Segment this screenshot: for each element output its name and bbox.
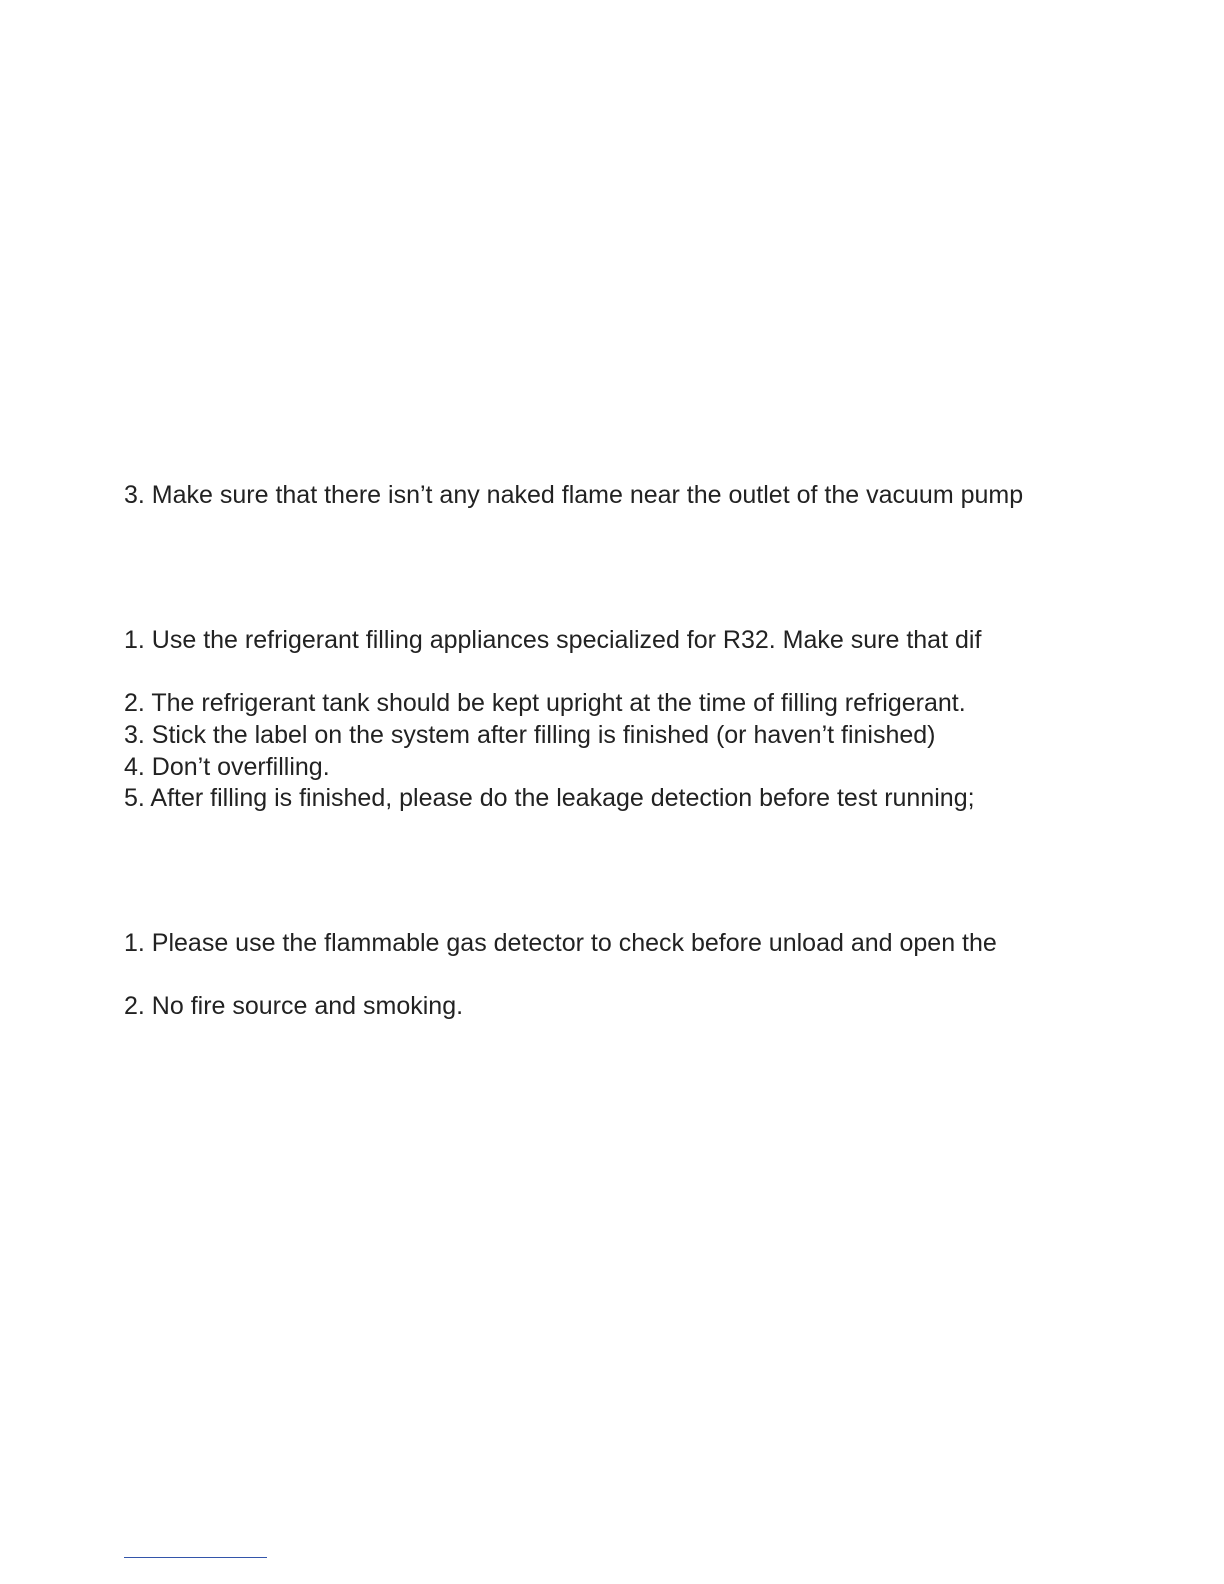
filling-item-3: 3. Stick the label on the system after filling is finished (or haven’t finished) bbox=[124, 721, 936, 749]
footnote-separator bbox=[124, 1557, 267, 1558]
vacuum-item-3: 3. Make sure that there isn’t any naked flame near the outlet of the vacuum pump bbox=[124, 481, 1024, 509]
unload-item-1: 1. Please use the flammable gas detector to check before unload and open the bbox=[124, 929, 997, 957]
filling-item-1: 1. Use the refrigerant filling appliances specialized for R32. Make sure that dif bbox=[124, 626, 982, 654]
filling-item-5: 5. After filling is finished, please do the leakage detection before test running; bbox=[124, 784, 975, 812]
filling-item-2: 2. The refrigerant tank should be kept upright at the time of filling refrigerant. bbox=[124, 689, 966, 717]
unload-item-2: 2. No fire source and smoking. bbox=[124, 992, 464, 1020]
filling-item-4: 4. Don’t overfilling. bbox=[124, 753, 330, 781]
